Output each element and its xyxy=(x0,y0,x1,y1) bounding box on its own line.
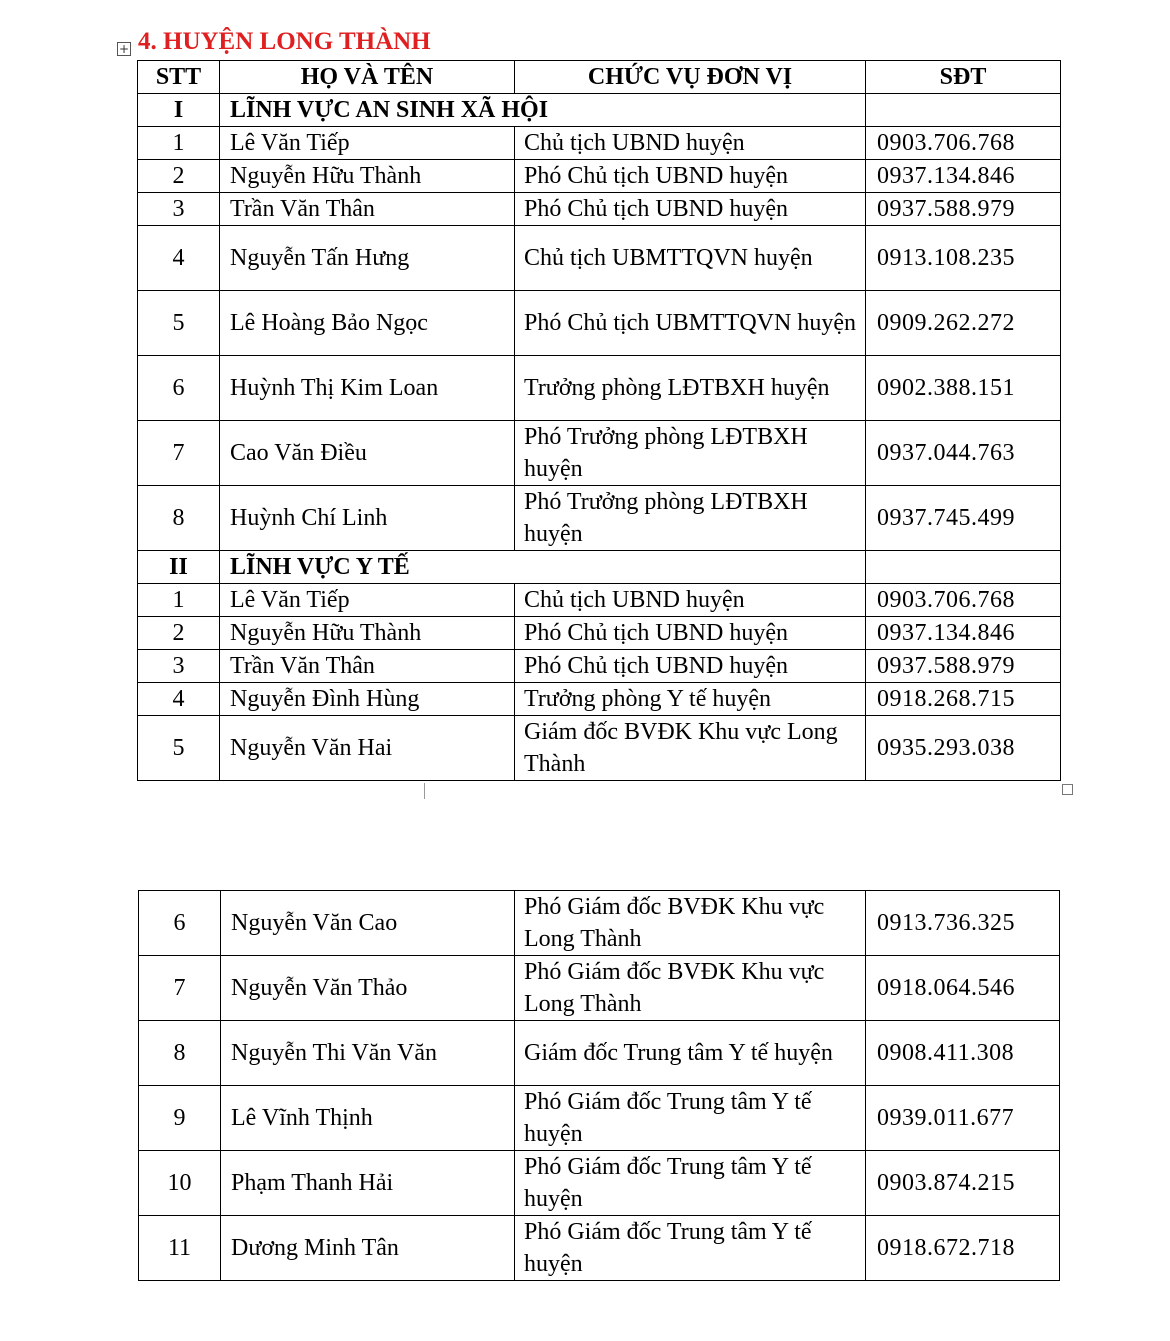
cell-phone: 0903.706.768 xyxy=(866,127,1061,160)
cell-name: Phạm Thanh Hải xyxy=(221,1151,515,1216)
cell-phone: 0908.411.308 xyxy=(866,1021,1060,1086)
cell-name: Lê Văn Tiếp xyxy=(220,127,515,160)
section-heading: 4. HUYỆN LONG THÀNH xyxy=(138,28,431,55)
cell-name: Lê Hoàng Bảo Ngọc xyxy=(220,291,515,356)
cell-name: Nguyễn Hữu Thành xyxy=(220,617,515,650)
cell-stt: 8 xyxy=(139,1021,221,1086)
cell-phone: 0935.293.038 xyxy=(866,716,1061,781)
cell-phone: 0913.736.325 xyxy=(866,891,1060,956)
cell-stt: 5 xyxy=(138,291,220,356)
cell-position: Phó Giám đốc BVĐK Khu vực Long Thành xyxy=(515,891,866,956)
cell-phone: 0903.874.215 xyxy=(866,1151,1060,1216)
cell-name: Nguyễn Hữu Thành xyxy=(220,160,515,193)
table-row xyxy=(139,891,1060,956)
cell-position: Phó Chủ tịch UBND huyện xyxy=(515,650,866,683)
cell-position: Trưởng phòng LĐTBXH huyện xyxy=(515,356,866,421)
cell-name: Nguyễn Văn Thảo xyxy=(221,956,515,1021)
contact-table-2 xyxy=(138,890,1060,1281)
cell-stt: 8 xyxy=(138,486,220,551)
cell-position: Phó Trưởng phòng LĐTBXH huyện xyxy=(515,421,866,486)
cell-stt: 3 xyxy=(138,193,220,226)
cell-phone: 0918.064.546 xyxy=(866,956,1060,1021)
table-move-handle-icon[interactable]: + xyxy=(118,42,130,56)
cell-position: Chủ tịch UBND huyện xyxy=(515,584,866,617)
table-row xyxy=(138,356,1061,421)
cell-stt: 2 xyxy=(138,160,220,193)
table-row xyxy=(138,127,1061,160)
cell-position: Phó Chủ tịch UBND huyện xyxy=(515,160,866,193)
table-row xyxy=(138,291,1061,356)
cell-position: Phó Giám đốc Trung tâm Y tế huyện xyxy=(515,1216,866,1281)
cell-phone: 0937.745.499 xyxy=(866,486,1061,551)
section-number: II xyxy=(138,551,220,584)
cell-phone: 0913.108.235 xyxy=(866,226,1061,291)
header-phone: SĐT xyxy=(866,61,1061,94)
cell-phone: 0937.134.846 xyxy=(866,160,1061,193)
cell-stt: 4 xyxy=(138,226,220,291)
table-resize-handle-icon[interactable] xyxy=(1062,784,1073,795)
cell-phone: 0937.134.846 xyxy=(866,617,1061,650)
cell-name: Lê Văn Tiếp xyxy=(220,584,515,617)
cell-stt: 3 xyxy=(138,650,220,683)
cell-stt: 2 xyxy=(138,617,220,650)
table-row xyxy=(138,486,1061,551)
table-row xyxy=(138,683,1061,716)
cell-stt: 10 xyxy=(139,1151,221,1216)
cell-position: Phó Trưởng phòng LĐTBXH huyện xyxy=(515,486,866,551)
cell-name: Trần Văn Thân xyxy=(220,650,515,683)
cell-stt: 5 xyxy=(138,716,220,781)
cell-position: Phó Chủ tịch UBMTTQVN huyện xyxy=(515,291,866,356)
table-row xyxy=(138,584,1061,617)
cell-name: Nguyễn Thi Văn Văn xyxy=(221,1021,515,1086)
section-title: LĨNH VỰC Y TẾ xyxy=(220,551,866,584)
cell-phone: 0939.011.677 xyxy=(866,1086,1060,1151)
text-cursor xyxy=(424,783,425,799)
cell-stt: 9 xyxy=(139,1086,221,1151)
table-header-row xyxy=(138,61,1061,94)
table-row xyxy=(139,1216,1060,1281)
section-row xyxy=(138,94,1061,127)
cell-name: Nguyễn Văn Hai xyxy=(220,716,515,781)
section-title: LĨNH VỰC AN SINH XÃ HỘI xyxy=(220,94,866,127)
cell-stt: 1 xyxy=(138,127,220,160)
cell-position: Trưởng phòng Y tế huyện xyxy=(515,683,866,716)
cell-phone: 0903.706.768 xyxy=(866,584,1061,617)
table-row xyxy=(139,1086,1060,1151)
table-row xyxy=(138,617,1061,650)
cell-position: Phó Giám đốc Trung tâm Y tế huyện xyxy=(515,1086,866,1151)
section-number: I xyxy=(138,94,220,127)
cell-name: Cao Văn Điều xyxy=(220,421,515,486)
cell-stt: 11 xyxy=(139,1216,221,1281)
table-row xyxy=(138,716,1061,781)
cell-position: Phó Giám đốc BVĐK Khu vực Long Thành xyxy=(515,956,866,1021)
table-row xyxy=(138,421,1061,486)
table-row xyxy=(139,1021,1060,1086)
cell-phone: 0937.588.979 xyxy=(866,193,1061,226)
cell-position: Giám đốc Trung tâm Y tế huyện xyxy=(515,1021,866,1086)
header-stt: STT xyxy=(138,61,220,94)
cell-name: Dương Minh Tân xyxy=(221,1216,515,1281)
cell-name: Trần Văn Thân xyxy=(220,193,515,226)
table-row xyxy=(139,956,1060,1021)
cell-name: Huỳnh Chí Linh xyxy=(220,486,515,551)
cell-phone: 0937.044.763 xyxy=(866,421,1061,486)
cell-position: Chủ tịch UBMTTQVN huyện xyxy=(515,226,866,291)
section-empty-cell xyxy=(866,551,1061,584)
cell-position: Chủ tịch UBND huyện xyxy=(515,127,866,160)
contact-table-1 xyxy=(137,60,1061,781)
cell-name: Nguyễn Văn Cao xyxy=(221,891,515,956)
cell-name: Huỳnh Thị Kim Loan xyxy=(220,356,515,421)
cell-stt: 7 xyxy=(139,956,221,1021)
cell-position: Phó Chủ tịch UBND huyện xyxy=(515,193,866,226)
cell-phone: 0918.268.715 xyxy=(866,683,1061,716)
cell-phone: 0902.388.151 xyxy=(866,356,1061,421)
cell-name: Nguyễn Đình Hùng xyxy=(220,683,515,716)
cell-phone: 0937.588.979 xyxy=(866,650,1061,683)
table-row xyxy=(138,226,1061,291)
cell-phone: 0909.262.272 xyxy=(866,291,1061,356)
cell-stt: 6 xyxy=(139,891,221,956)
cell-stt: 4 xyxy=(138,683,220,716)
cell-name: Lê Vĩnh Thịnh xyxy=(221,1086,515,1151)
cell-position: Phó Giám đốc Trung tâm Y tế huyện xyxy=(515,1151,866,1216)
cell-position: Giám đốc BVĐK Khu vực Long Thành xyxy=(515,716,866,781)
table-row xyxy=(138,193,1061,226)
cell-phone: 0918.672.718 xyxy=(866,1216,1060,1281)
table-row xyxy=(138,650,1061,683)
cell-name: Nguyễn Tấn Hưng xyxy=(220,226,515,291)
section-empty-cell xyxy=(866,94,1061,127)
cell-position: Phó Chủ tịch UBND huyện xyxy=(515,617,866,650)
section-row xyxy=(138,551,1061,584)
cell-stt: 6 xyxy=(138,356,220,421)
table-row xyxy=(138,160,1061,193)
cell-stt: 1 xyxy=(138,584,220,617)
table-row xyxy=(139,1151,1060,1216)
header-name: HỌ VÀ TÊN xyxy=(220,61,515,94)
cell-stt: 7 xyxy=(138,421,220,486)
header-position: CHỨC VỤ ĐƠN VỊ xyxy=(515,61,866,94)
